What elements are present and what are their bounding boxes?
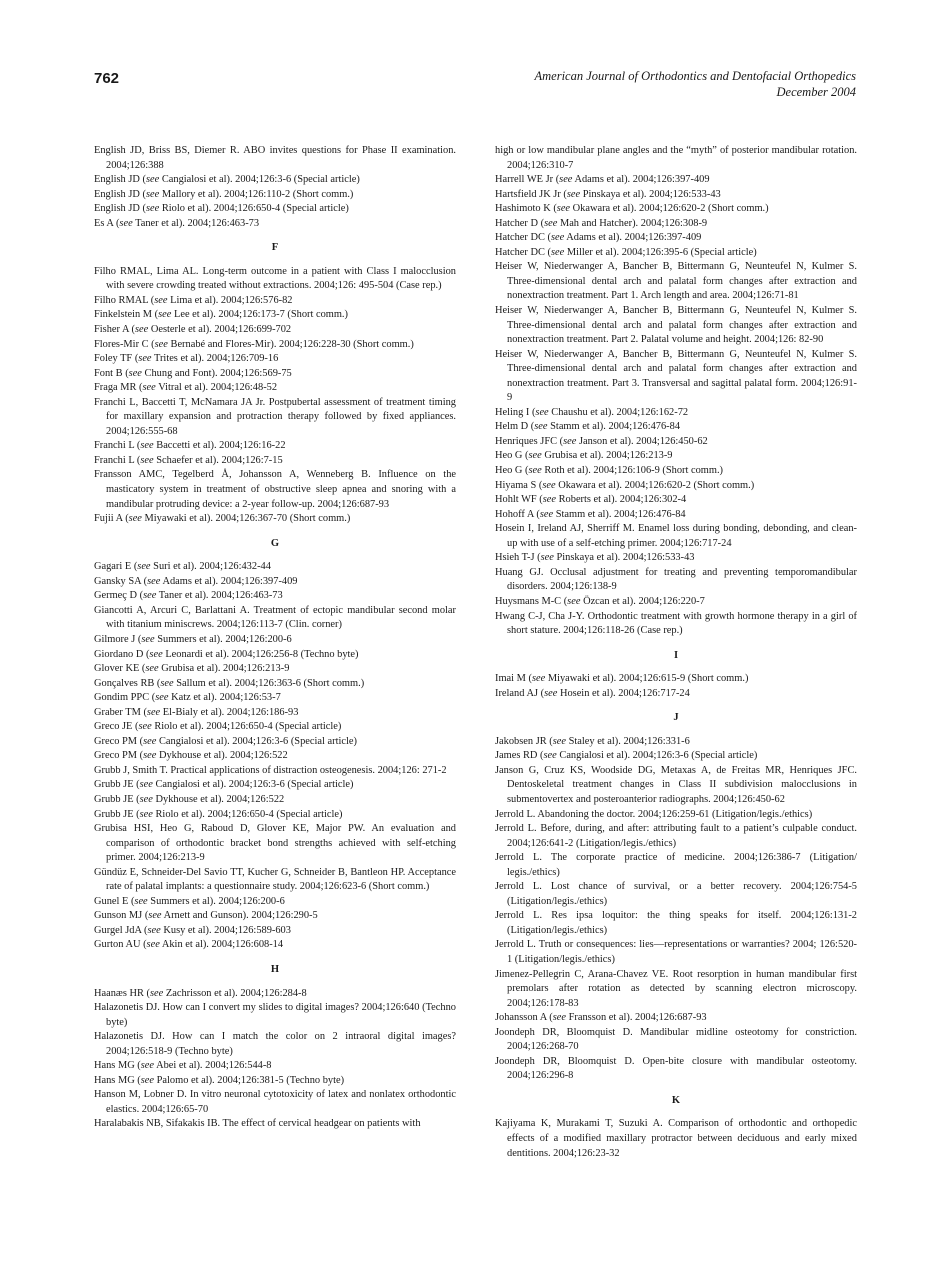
index-entry: Grubb J, Smith T. Practical applications of distraction osteogenesis. 2004;126: 271-2: [94, 764, 447, 776]
index-entry: Gunson MJ (see Arnett and Gunson). 2004;126:290-5: [94, 910, 318, 922]
index-entry: Heiser W, Niederwanger A, Bancher B, Bittermann G, Neunteufel N, Kulmer S. Three-dimensional dental arch and palatal form changes after extraction and nonextraction treatment. Part 3. Transversal and sagittal palatal form. 2004;126:91-9: [495, 348, 857, 404]
index-entry: Heling I (see Chaushu et al). 2004;126:162-72: [495, 406, 689, 418]
index-entry: Heiser W, Niederwanger A, Bancher B, Bittermann G, Neunteufel N, Kulmer S. Three-dimensional dental arch and palatal form changes after extraction and nonextraction treatment. Part 1. Arch length and area. 2004;126:71-81: [495, 261, 857, 302]
index-entry: Hohlt WF (see Roberts et al). 2004;126:302-4: [495, 494, 687, 506]
index-entry: Gündüz E, Schneider-Del Savio TT, Kucher G, Schneider B, Bantleon HP. Acceptance rate of palatal implants: a questionnaire study. 2004;126:623-6 (Short comm.): [94, 866, 456, 893]
index-entry: Fransson AMC, Tegelberd Å, Johansson A, Wenneberg B. Influence on the masticatory system in treatment of obstructive sleep apnea and snoring with a mandibular protruding device: a 2-year follow-up. 2004;126:687-93: [94, 469, 456, 510]
index-entry: Hatcher D (see Mah and Hatcher). 2004;126:308-9: [495, 217, 708, 229]
index-entry: English JD (see Riolo et al). 2004;126:650-4 (Special article): [94, 203, 349, 215]
index-entry: Kajiyama K, Murakami T, Suzuki A. Comparison of orthodontic and orthopedic effects of a modified maxillary protractor between deciduous and early mixed dentitions. 2004;126:23-32: [495, 1118, 857, 1159]
journal-title: American Journal of Orthodontics and Dentofacial Orthopedics: [534, 69, 856, 83]
index-entry: Huang GJ. Occlusal adjustment for treating and preventing temporomandibular disorders. 2004;126:138-9: [495, 566, 857, 593]
index-entry: Gilmore J (see Summers et al). 2004;126:200-6: [94, 633, 292, 645]
index-entry: Grubb JE (see Riolo et al). 2004;126:650-4 (Special article): [94, 808, 343, 820]
index-entry: Jakobsen JR (see Staley et al). 2004;126:331-6: [495, 735, 690, 747]
index-entry: Johansson A (see Fransson et al). 2004;126:687-93: [495, 1012, 707, 1024]
index-entry: Font B (see Chung and Font). 2004;126:569-75: [94, 367, 292, 379]
index-entry: Es A (see Taner et al). 2004;126:463-73: [94, 217, 260, 229]
index-entry: Greco JE (see Riolo et al). 2004;126:650-4 (Special article): [94, 721, 342, 733]
index-entry: Hartsfield JK Jr (see Pinskaya et al). 2004;126:533-43: [495, 188, 721, 200]
letter-heading: H: [270, 963, 280, 975]
index-entry: Glover KE (see Grubisa et al). 2004;126:213-9: [94, 663, 290, 675]
index-column-right: [495, 144, 857, 1161]
index-entry: Huysmans M-C (see Özcan et al). 2004;126:220-7: [495, 595, 705, 607]
index-entry: Gansky SA (see Adams et al). 2004;126:397-409: [94, 575, 298, 587]
index-entry: Hatcher DC (see Adams et al). 2004;126:397-409: [495, 232, 702, 244]
letter-heading: F: [271, 242, 279, 254]
index-entry: Gondim PPC (see Katz et al). 2004;126:53-7: [94, 692, 281, 704]
index-entry: Gurton AU (see Akin et al). 2004;126:608-14: [94, 939, 284, 951]
letter-heading: I: [673, 649, 679, 661]
index-entry: English JD, Briss BS, Diemer R. ABO invites questions for Phase II examination. 2004;126:388: [94, 145, 456, 171]
index-entry: Filho RMAL, Lima AL. Long-term outcome in a patient with Class I malocclusion with severe crowding treated without extractions. 2004;126: 495-504 (Case rep.): [94, 265, 456, 292]
index-column-left: [94, 144, 456, 1132]
index-entry: Imai M (see Miyawaki et al). 2004;126:615-9 (Short comm.): [495, 673, 749, 685]
index-entry: Jerrold L. Lost chance of survival, or a better recovery. 2004;126:754-5 (Litigation/legis./ethics): [495, 881, 857, 907]
index-entry-continued: high or low mandibular plane angles and the “myth” of posterior mandibular rotation. 2004;126:310-7: [495, 145, 857, 171]
index-entry: Gunel E (see Summers et al). 2004;126:200-6: [94, 895, 285, 907]
index-entry: Jerrold L. Before, during, and after: attributing fault to a patient’s culpable conduct. 2004;126:641-2 (Litigation/legis./ethics): [495, 823, 857, 849]
index-entry: Jimenez-Pellegrin C, Arana-Chavez VE. Root resorption in human mandibular first premolars after rotation as detected by scanning electron microscopy. 2004;126:178-83: [495, 968, 857, 1009]
index-entry: Joondeph DR, Bloomquist D. Mandibular midline osteotomy for constriction. 2004;126:268-70: [495, 1026, 857, 1053]
letter-heading: J: [673, 712, 679, 724]
index-entry: Greco PM (see Cangialosi et al). 2004;126:3-6 (Special article): [94, 735, 357, 747]
index-entry: Finkelstein M (see Lee et al). 2004;126:173-7 (Short comm.): [94, 309, 348, 321]
index-entry: Hohoff A (see Stamm et al). 2004;126:476-84: [495, 508, 686, 520]
index-entry: Germeç D (see Taner et al). 2004;126:463-73: [94, 590, 283, 602]
index-entry: Heo G (see Grubisa et al). 2004;126:213-9: [495, 450, 673, 462]
index-entry: Hosein I, Ireland AJ, Sherriff M. Enamel loss during bonding, debonding, and clean-up with use of a self-etching primer. 2004;126:717-24: [495, 523, 857, 549]
index-entry: Hiyama S (see Okawara et al). 2004;126:620-2 (Short comm.): [495, 479, 755, 491]
index-entry: Heo G (see Roth et al). 2004;126:106-9 (Short comm.): [495, 465, 724, 477]
index-entry: English JD (see Cangialosi et al). 2004;126:3-6 (Special article): [94, 174, 360, 186]
index-entry: Fujii A (see Miyawaki et al). 2004;126:367-70 (Short comm.): [94, 513, 351, 525]
page-number: 762: [94, 70, 120, 87]
index-entry: Giancotti A, Arcuri C, Barlattani A. Treatment of ectopic mandibular second molar with titanium miniscrews. 2004;126:113-7 (Clin. corner): [94, 604, 456, 631]
index-entry: Hashimoto K (see Okawara et al). 2004;126:620-2 (Short comm.): [495, 203, 769, 215]
running-head: [535, 68, 857, 100]
index-entry: Ireland AJ (see Hosein et al). 2004;126:717-24: [495, 687, 690, 699]
index-entry: Foley TF (see Trites et al). 2004;126:709-16: [94, 353, 279, 365]
index-entry: Hatcher DC (see Miller et al). 2004;126:395-6 (Special article): [495, 246, 757, 258]
index-entry: Hsieh T-J (see Pinskaya et al). 2004;126:533-43: [495, 552, 695, 564]
index-entry: Harrell WE Jr (see Adams et al). 2004;126:397-409: [495, 174, 710, 186]
index-entry: Jerrold L. Abandoning the doctor. 2004;126:259-61 (Litigation/legis./ethics): [495, 808, 813, 820]
index-entry: Franchi L (see Schaefer et al). 2004;126:7-15: [94, 454, 283, 466]
index-entry: Hans MG (see Abei et al). 2004;126:544-8: [94, 1060, 272, 1072]
index-entry: Grubisa HSI, Heo G, Raboud D, Glover KE, Major PW. An evaluation and comparison of orthodontic bracket bond strengths achieved with self-etching primer. 2004;126:213-9: [94, 823, 456, 864]
index-entry: Franchi L, Baccetti T, McNamara JA Jr. Postpubertal assessment of treatment timing for maxillary expansion and protraction therapy followed by fixed appliances. 2004;126:555-68: [94, 396, 456, 437]
index-entry: Giordano D (see Leonardi et al). 2004;126:256-8 (Techno byte): [94, 648, 359, 660]
index-entry: Gagari E (see Suri et al). 2004;126:432-44: [94, 561, 271, 573]
index-entry: Graber TM (see El-Bialy et al). 2004;126:186-93: [94, 706, 299, 718]
index-entry: Grubb JE (see Dykhouse et al). 2004;126:522: [94, 793, 285, 805]
index-entry: Flores-Mir C (see Bernabé and Flores-Mir). 2004;126:228-30 (Short comm.): [94, 338, 414, 350]
index-entry: Heiser W, Niederwanger A, Bancher B, Bittermann G, Neunteufel N, Kulmer S. Three-dimensional dental arch and palatal form changes after extraction and nonextraction treatment. Part 2. Palatal volume and height. 2004;126: 82-90: [495, 305, 857, 346]
letter-heading: G: [270, 537, 280, 549]
index-entry: Hwang C-J, Cha J-Y. Orthodontic treatment with growth hormone therapy in a girl of short stature. 2004;126:118-26 (Case rep.): [495, 610, 857, 637]
letter-heading: K: [671, 1094, 681, 1106]
index-entry: English JD (see Mallory et al). 2004;126:110-2 (Short comm.): [94, 188, 354, 200]
issue-date: December 2004: [776, 85, 856, 99]
index-entry: Halazonetis DJ. How can I convert my slides to digital images? 2004;126:640 (Techno byte): [94, 1002, 456, 1028]
index-entry: Jerrold L. Res ipsa loquitor: the thing speaks for itself. 2004;126:131-2 (Litigation/legis./ethics): [495, 910, 857, 936]
index-entry: Jerrold L. The corporate practice of medicine. 2004;126:386-7 (Litigation/ legis./ethics): [495, 852, 857, 878]
index-entry: Grubb JE (see Cangialosi et al). 2004;126:3-6 (Special article): [94, 779, 354, 791]
index-entry: Fisher A (see Oesterle et al). 2004;126:699-702: [94, 324, 292, 336]
page-header: [94, 68, 856, 108]
index-entry: Haralabakis NB, Sifakakis IB. The effect of cervical headgear on patients with: [94, 1118, 421, 1130]
index-entry: Haanæs HR (see Zachrisson et al). 2004;126:284-8: [94, 987, 307, 999]
index-entry: James RD (see Cangialosi et al). 2004;126:3-6 (Special article): [495, 750, 758, 762]
index-entry: Hans MG (see Palomo et al). 2004;126:381-5 (Techno byte): [94, 1074, 345, 1086]
index-entry: Hanson M, Lobner D. In vitro neuronal cytotoxicity of latex and nonlatex orthodontic elastics. 2004;126:65-70: [94, 1089, 456, 1115]
index-entry: Filho RMAL (see Lima et al). 2004;126:576-82: [94, 294, 293, 306]
index-entry: Henriques JFC (see Janson et al). 2004;126:450-62: [495, 435, 708, 447]
index-entry: Fraga MR (see Vitral et al). 2004;126:48-52: [94, 382, 278, 394]
index-entry: Halazonetis DJ. How can I match the color on 2 intraoral digital images? 2004;126:518-9 (Techno byte): [94, 1031, 456, 1057]
index-entry: Gurgel JdA (see Kusy et al). 2004;126:589-603: [94, 924, 291, 936]
index-entry: Greco PM (see Dykhouse et al). 2004;126:522: [94, 750, 288, 762]
index-entry: Helm D (see Stamm et al). 2004;126:476-84: [495, 421, 681, 433]
index-entry: Joondeph DR, Bloomquist D. Open-bite closure with mandibular osteotomy. 2004;126:296-8: [495, 1055, 857, 1082]
index-entry: Janson G, Cruz KS, Woodside DG, Metaxas A, de Freitas MR, Henriques JFC. Dentoskeletal treatment changes in Class II subdivision malocclusions in submentovertex and posteroanterior radiographs. 2004;126:450-62: [495, 764, 857, 805]
index-entry: Franchi L (see Baccetti et al). 2004;126:16-22: [94, 440, 286, 452]
index-entry: Gonçalves RB (see Sallum et al). 2004;126:363-6 (Short comm.): [94, 677, 365, 689]
index-entry: Jerrold L. Truth or consequences: lies—representations or warranties? 2004; 126:520-1 (Litigation/legis./ethics): [495, 939, 857, 965]
